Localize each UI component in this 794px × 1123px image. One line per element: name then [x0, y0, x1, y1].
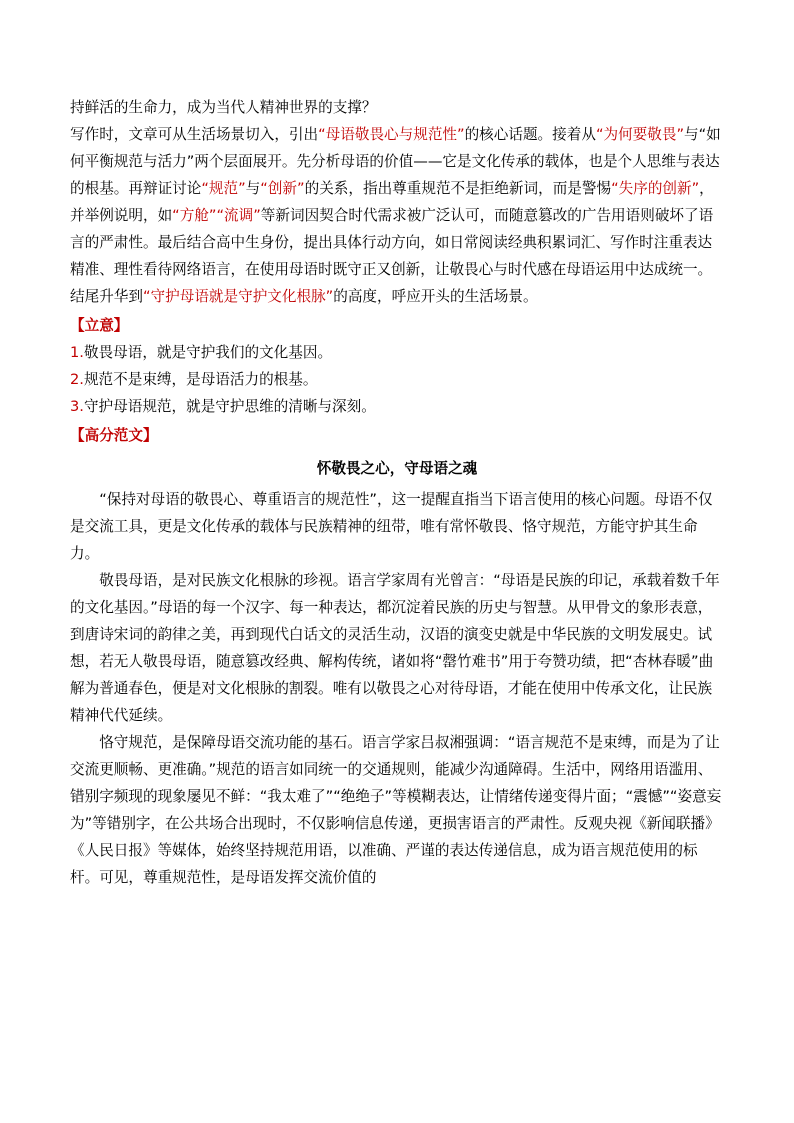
text-segment: 写作时，文章可从生活场景切入，引出 [70, 126, 319, 143]
liyi-item-text: 规范不是束缚，是母语活力的根基。 [83, 371, 318, 388]
text-segment: ，并举例说明，如 [70, 180, 714, 224]
liyi-item-number: 1. [70, 344, 84, 361]
liyi-item-number: 2. [70, 371, 84, 388]
section-heading-essay: 【高分范文】 [70, 427, 158, 444]
liyi-item [70, 366, 724, 393]
essay-paragraph: 恪守规范，是保障母语交流功能的基石。语言学家吕叔湘强调：“语言规范不是束缚，而是为了让交流更顺畅、更准确。”规范的语言如同统一的交通规则，能减少沟通障碍。生活中，网络用语滥用、错别字频现的现象屡见不鲜：“我太难了”“绝绝子”等模糊表达，让情绪传递变得片面；“震憾”“姿意妄为”等错别字，在公共场合出现时，不仅影响信息传递，更损害语言的严肃性。反观央视《新闻联播》《人民日报》等媒体，始终坚持规范用语，以准确、严谨的表达传递信息，成为语言规范使用的标杆。可见，尊重规范性，是母语发挥交流价值的 [70, 734, 722, 886]
text-segment: 与“如何平衡规范与活力”两个层面展开。先分析母语的价值——它是文化传承的载体，也是个人思维与表达的根基。再辩证讨论 [70, 126, 721, 197]
highlighted-phrase: “方舱” [172, 207, 217, 224]
text-segment: 的核心话题。接着从 [464, 126, 596, 143]
text-segment: 的高度，呼应开头的生活场景。 [333, 288, 538, 305]
text-segment: 等新词因契合时代需求被广泛认可，而随意篡改的广告用语则破坏了语言的严肃性。最后结合高中生身份，提出具体行动方向，如日常阅读经典积累词汇、写作时注重表达精准、理性看待网络语言，在使用母语时既守正又创新，让敬畏心与时代感在母语运用中达成统一。结尾升华到 [70, 207, 714, 305]
text-segment: 与 [245, 180, 261, 197]
essay-body [70, 486, 724, 891]
essay-title: 怀敬畏之心，守母语之魂 [316, 460, 478, 477]
liyi-item-text: 敬畏母语，就是守护我们的文化基因。 [83, 344, 333, 361]
highlighted-phrase: “母语敬畏心与规范性” [318, 126, 465, 143]
essay-paragraph: 敬畏母语，是对民族文化根脉的珍视。语言学家周有光曾言：“母语是民族的印记，承载着数千年的文化基因。”母语的每一个汉字、每一种表达，都沉淀着民族的历史与智慧。从甲骨文的象形表意，到唐诗宋词的韵律之美，再到现代白话文的灵活生动，汉语的演变史就是中华民族的文明发展史。试想，若无人敬畏母语，随意篡改经典、解构传统，诸如将“罄竹难书”用于夸赞功绩，把“杏林春暖”曲解为普通春色，便是对文化根脉的割裂。唯有以敬畏之心对待母语，才能在使用中传承文化，让民族精神代代延续。 [70, 572, 720, 724]
liyi-item [70, 393, 724, 420]
highlighted-phrase: “流调” [216, 207, 261, 224]
text-segment: 的关系，指出尊重规范不是拒绝新词，而是警惕 [304, 180, 612, 197]
liyi-item-text: 守护母语规范，就是守护思维的清晰与深刻。 [83, 398, 376, 415]
highlighted-phrase: “失序的创新” [611, 180, 700, 197]
liyi-item-number: 3. [70, 398, 84, 415]
highlighted-phrase: “守护母语就是守护文化根脉” [142, 288, 334, 305]
intro-line: 持鲜活的生命力，成为当代人精神世界的支撑？ [70, 99, 377, 116]
document-content [70, 94, 724, 891]
liyi-item [70, 339, 724, 366]
highlighted-phrase: “为何要敬畏” [595, 126, 685, 143]
writing-guide-paragraph [70, 121, 724, 310]
highlighted-phrase: “创新” [260, 180, 305, 197]
essay-paragraph: “保持对母语的敬畏心、尊重语言的规范性”，这一提醒直指当下语言使用的核心问题。母语不仅是交流工具，更是文化传承的载体与民族精神的纽带，唯有常怀敬畏、恪守规范，方能守护其生命力。 [70, 491, 713, 562]
liyi-list [70, 339, 724, 420]
highlighted-phrase: “规范” [201, 180, 246, 197]
section-heading-liyi: 【立意】 [70, 317, 129, 334]
